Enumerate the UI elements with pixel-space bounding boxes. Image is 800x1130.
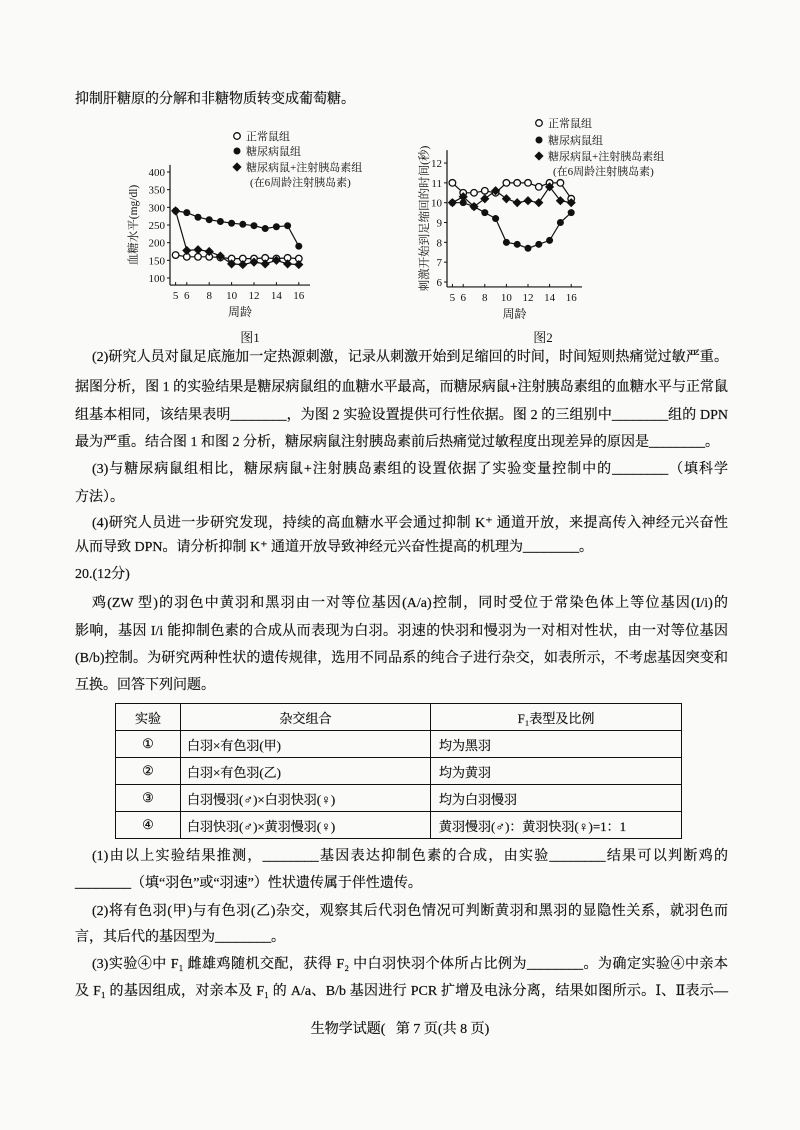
fig1-diabetic-group-point: [183, 209, 190, 216]
f1-phenotype-ratio: 均为白羽慢羽: [431, 785, 682, 812]
fig1-y-tick-label: 200: [148, 237, 165, 250]
header-experiment: 实验: [116, 704, 181, 731]
fig1-y-tick-label: 100: [148, 273, 165, 285]
fig1-legend-note: (在6周龄注射胰岛素): [250, 177, 351, 189]
header-f1-phenotype: F₁表型及比例: [431, 704, 682, 731]
text-line: 互换。回答下列问题。: [75, 678, 215, 693]
experiment-number: ③: [116, 785, 181, 812]
fig2-diabetic-insulin-group-point: [523, 196, 532, 205]
fig2-legend-diabetic-group-label: 糖尿病鼠组: [548, 135, 603, 147]
f1-phenotype-ratio: 黄羽慢羽(♂)：黄羽快羽(♀)=1：1: [431, 812, 682, 839]
fig1-diabetic-group-point: [273, 223, 280, 230]
fig1-legend-diabetic-insulin-group-label: 糖尿病鼠+注射胰岛素组: [246, 162, 363, 174]
text-line: (4)研究人员进一步研究发现，持续的高血糖水平会通过抑制 K⁺ 通道开放，来提高传入神经元兴奋性: [92, 516, 728, 531]
fig2-diabetic-group-point: [503, 239, 510, 246]
fig1-normal-group-point: [195, 254, 202, 261]
question-20-title: 20.(12分): [75, 567, 130, 582]
fig1-x-axis-label: 周龄: [227, 305, 253, 320]
fig2-diabetic-insulin-group-point: [502, 194, 511, 203]
fig2-normal-group-point: [557, 180, 564, 187]
text-line: 最为严重。结合图 1 和图 2 分析，糖尿病鼠注射胰岛素前后热痛觉过敏程度出现差异的原因是________。: [75, 435, 719, 450]
fig1-x-tick-label: 6: [184, 290, 190, 303]
fig2-caption: 图2: [533, 330, 553, 345]
fig1-diabetic-group-point: [295, 243, 302, 250]
fig1-x-tick-label: 16: [293, 290, 305, 303]
fig2-legend-diabetic-insulin-group-symbol: [534, 151, 543, 160]
fig2-x-tick-label: 12: [522, 291, 534, 304]
text-line: 组基本相同，该结果表明________，为图 2 实验设置提供可行性依据。图 2 的三组别中________组的 DPN: [75, 408, 728, 423]
fig2-x-tick-label: 6: [460, 291, 466, 304]
fig2-diabetic-group-point: [557, 219, 564, 226]
fig2-diabetic-group-point: [514, 241, 521, 248]
text-line: 鸡(ZW 型)的羽色中黄羽和黑羽由一对等位基因(A/a)控制，同时受位于常染色体上等位基因(I/i)的: [92, 596, 728, 611]
fig1-diabetic-group-point: [206, 216, 213, 223]
fig1-legend-normal-group-symbol: [234, 133, 241, 140]
fig2-normal-group-point: [503, 180, 510, 187]
text-line: (2)将有色羽(甲)与有色羽(乙)杂交，观察其后代羽色情况可判断黄羽和黑羽的显隐性关系，就羽色而: [92, 904, 728, 919]
fig1-y-tick-label: 350: [148, 184, 165, 197]
fig2-normal-group-point: [482, 187, 489, 194]
fig1-diabetic-insulin-group-point: [182, 246, 191, 255]
text-line: 影响，基因 I/i 能抑制色素的合成从而表现为白羽。羽速的快羽和慢羽为一对相对性状，由一对等位基因: [75, 624, 728, 639]
fig1-diabetic-insulin-group-point: [238, 260, 247, 269]
fig1-x-tick-label: 5: [172, 290, 179, 303]
fig2-normal-group-point: [449, 180, 456, 187]
fig2-normal-group-point: [471, 189, 478, 196]
text-line: 从而导致 DPN。请分析抑制 K⁺ 通道开放导致神经元兴奋性提高的机理为________。: [75, 540, 594, 555]
text-line: 言，其后代的基因型为________。: [75, 930, 285, 945]
cross-experiment-table: [115, 703, 682, 839]
fig2-diabetic-group-point: [568, 209, 575, 216]
intro-line: 抑制肝糖原的分解和非糖物质转变成葡萄糖。: [75, 92, 355, 107]
fig2-diabetic-group-point: [535, 241, 542, 248]
text-line: 及 F₁ 的基因组成，对亲本及 F₁ 的 A/a、B/b 基因进行 PCR 扩增及电泳分离，结果如图所示。Ⅰ、Ⅱ表示—: [75, 984, 728, 999]
fig2-y-tick-label: 7: [436, 257, 442, 270]
text-line: (3)实验④中 F₁ 雌雄鸡随机交配，获得 F₂ 中白羽快羽个体所占比例为________。为确定实验④中亲本: [92, 957, 728, 972]
fig2-x-tick-label: 5: [449, 291, 456, 304]
fig2-y-tick-label: 6: [436, 277, 442, 289]
fig1-legend-diabetic-insulin-group-symbol: [232, 162, 241, 171]
text-line: (B/b)控制。为研究两种性状的遗传规律，选用不同品系的纯合子进行杂交，如表所示，不考虑基因突变和: [75, 651, 728, 666]
fig1-diabetic-group-point: [195, 214, 202, 221]
page-footer: 生物学试题( 第 7 页(共 8 页): [310, 1022, 490, 1037]
fig1-diabetic-group-line: [176, 211, 299, 246]
figure-2-withdrawal-time-chart: [405, 108, 705, 350]
fig2-diabetic-group-point: [546, 237, 553, 244]
fig2-diabetic-insulin-group-point: [534, 198, 543, 207]
fig1-y-tick-label: 300: [148, 202, 165, 215]
experiment-number: ②: [116, 758, 181, 785]
table-row: [116, 812, 682, 839]
fig1-diabetic-group-point: [262, 225, 269, 232]
experiment-number: ①: [116, 731, 181, 758]
fig2-diabetic-group-point: [481, 209, 488, 216]
fig1-x-tick-label: 8: [206, 290, 212, 303]
fig2-y-axis-label: 刺激开始到足缩回的时间(秒): [419, 145, 431, 292]
fig2-x-axis-label: 周龄: [502, 306, 527, 321]
fig2-diabetic-insulin-group-point: [448, 198, 457, 207]
header-cross-combination: 杂交组合: [181, 704, 431, 731]
fig2-y-tick-label: 11: [431, 177, 442, 190]
fig2-x-tick-label: 14: [544, 291, 556, 304]
fig2-diabetic-group-point: [492, 215, 499, 222]
fig2-x-tick-label: 10: [500, 291, 512, 304]
fig2-y-tick-label: 12: [431, 158, 442, 171]
fig1-diabetic-group-point: [217, 218, 224, 225]
fig2-diabetic-group-point: [525, 245, 532, 252]
fig1-y-tick-label: 150: [148, 255, 165, 268]
fig1-y-tick-label: 400: [148, 167, 165, 180]
fig1-diabetic-insulin-group-point: [193, 245, 202, 254]
fig2-legend-normal-group-label: 正常鼠组: [548, 118, 592, 130]
fig1-diabetic-group-point: [251, 222, 258, 229]
cross-combination: 白羽慢羽(♂)×白羽快羽(♀): [181, 785, 431, 812]
fig2-x-tick-label: 8: [482, 291, 488, 304]
table-row: [116, 731, 682, 758]
fig1-normal-group-point: [172, 252, 179, 259]
fig2-legend-note: (在6周龄注射胰岛素): [553, 166, 654, 178]
fig2-diabetic-insulin-group-point: [513, 198, 522, 207]
text-line: (3)与糖尿病鼠组相比，糖尿病鼠+注射胰岛素组的设置依据了实验变量控制中的________（填科学: [92, 462, 728, 477]
table-row: [116, 785, 682, 812]
fig2-y-tick-label: 9: [436, 217, 442, 230]
fig1-diabetic-insulin-group-point: [294, 260, 303, 269]
fig1-diabetic-group-point: [239, 221, 246, 228]
fig1-x-tick-label: 10: [226, 290, 238, 303]
text-line: ________（填“羽色”或“羽速”）性状遗传属于伴性遗传。: [75, 876, 422, 891]
table-row: [116, 758, 682, 785]
text-line: (1)由以上实验结果推测，________基因表达抑制色素的合成，由实验________结果可以判断鸡的: [92, 849, 728, 864]
fig2-diabetic-group-line: [452, 203, 571, 249]
text-line: 方法）。: [75, 490, 124, 505]
fig2-x-tick-label: 16: [565, 291, 577, 304]
fig2-normal-group-point: [514, 180, 521, 187]
fig2-legend-diabetic-insulin-group-label: 糖尿病鼠+注射胰岛素组: [548, 151, 665, 163]
cross-combination: 白羽×有色羽(甲): [181, 731, 431, 758]
fig1-legend-diabetic-group-label: 糖尿病鼠组: [246, 146, 301, 158]
fig1-y-tick-label: 250: [148, 220, 165, 233]
text-line: 据图分析，图 1 的实验结果是糖尿病鼠组的血糖水平最高，而糖尿病鼠+注射胰岛素组的血糖水平与正常鼠: [75, 380, 728, 395]
fig2-diabetic-insulin-group-point: [480, 194, 489, 203]
text-line: (2)研究人员对鼠足底施加一定热源刺激，记录从刺激开始到足缩回的时间，时间短则热痛觉过敏严重。: [92, 350, 728, 365]
fig1-diabetic-insulin-group-point: [171, 206, 180, 215]
fig1-y-axis-label: 血糖水平(mg/dl): [128, 184, 140, 266]
fig2-legend-normal-group-symbol: [536, 120, 543, 127]
fig2-y-tick-label: 8: [436, 237, 442, 250]
f1-phenotype-ratio: 均为黑羽: [431, 731, 682, 758]
figure-1-blood-glucose-chart: [115, 115, 415, 350]
table-header-row: [116, 704, 682, 731]
f1-phenotype-ratio: 均为黄羽: [431, 758, 682, 785]
fig1-diabetic-group-point: [284, 222, 291, 229]
fig2-legend-diabetic-group-symbol: [536, 137, 543, 144]
cross-combination: 白羽快羽(♂)×黄羽慢羽(♀): [181, 812, 431, 839]
fig2-y-tick-label: 10: [431, 197, 442, 210]
fig1-diabetic-group-point: [228, 220, 235, 227]
fig1-legend-diabetic-group-symbol: [234, 148, 241, 155]
fig1-legend-normal-group-label: 正常鼠组: [246, 131, 290, 143]
fig1-x-tick-label: 12: [248, 290, 260, 303]
fig1-caption: 图1: [240, 330, 260, 345]
fig2-normal-group-point: [525, 180, 532, 187]
experiment-number: ④: [116, 812, 181, 839]
fig1-diabetic-insulin-group-point: [283, 259, 292, 268]
fig1-diabetic-insulin-group-point: [261, 259, 270, 268]
fig2-normal-group-point: [536, 184, 543, 191]
fig2-diabetic-insulin-group-line: [452, 187, 571, 207]
fig1-x-tick-label: 14: [270, 290, 282, 303]
cross-combination: 白羽×有色羽(乙): [181, 758, 431, 785]
